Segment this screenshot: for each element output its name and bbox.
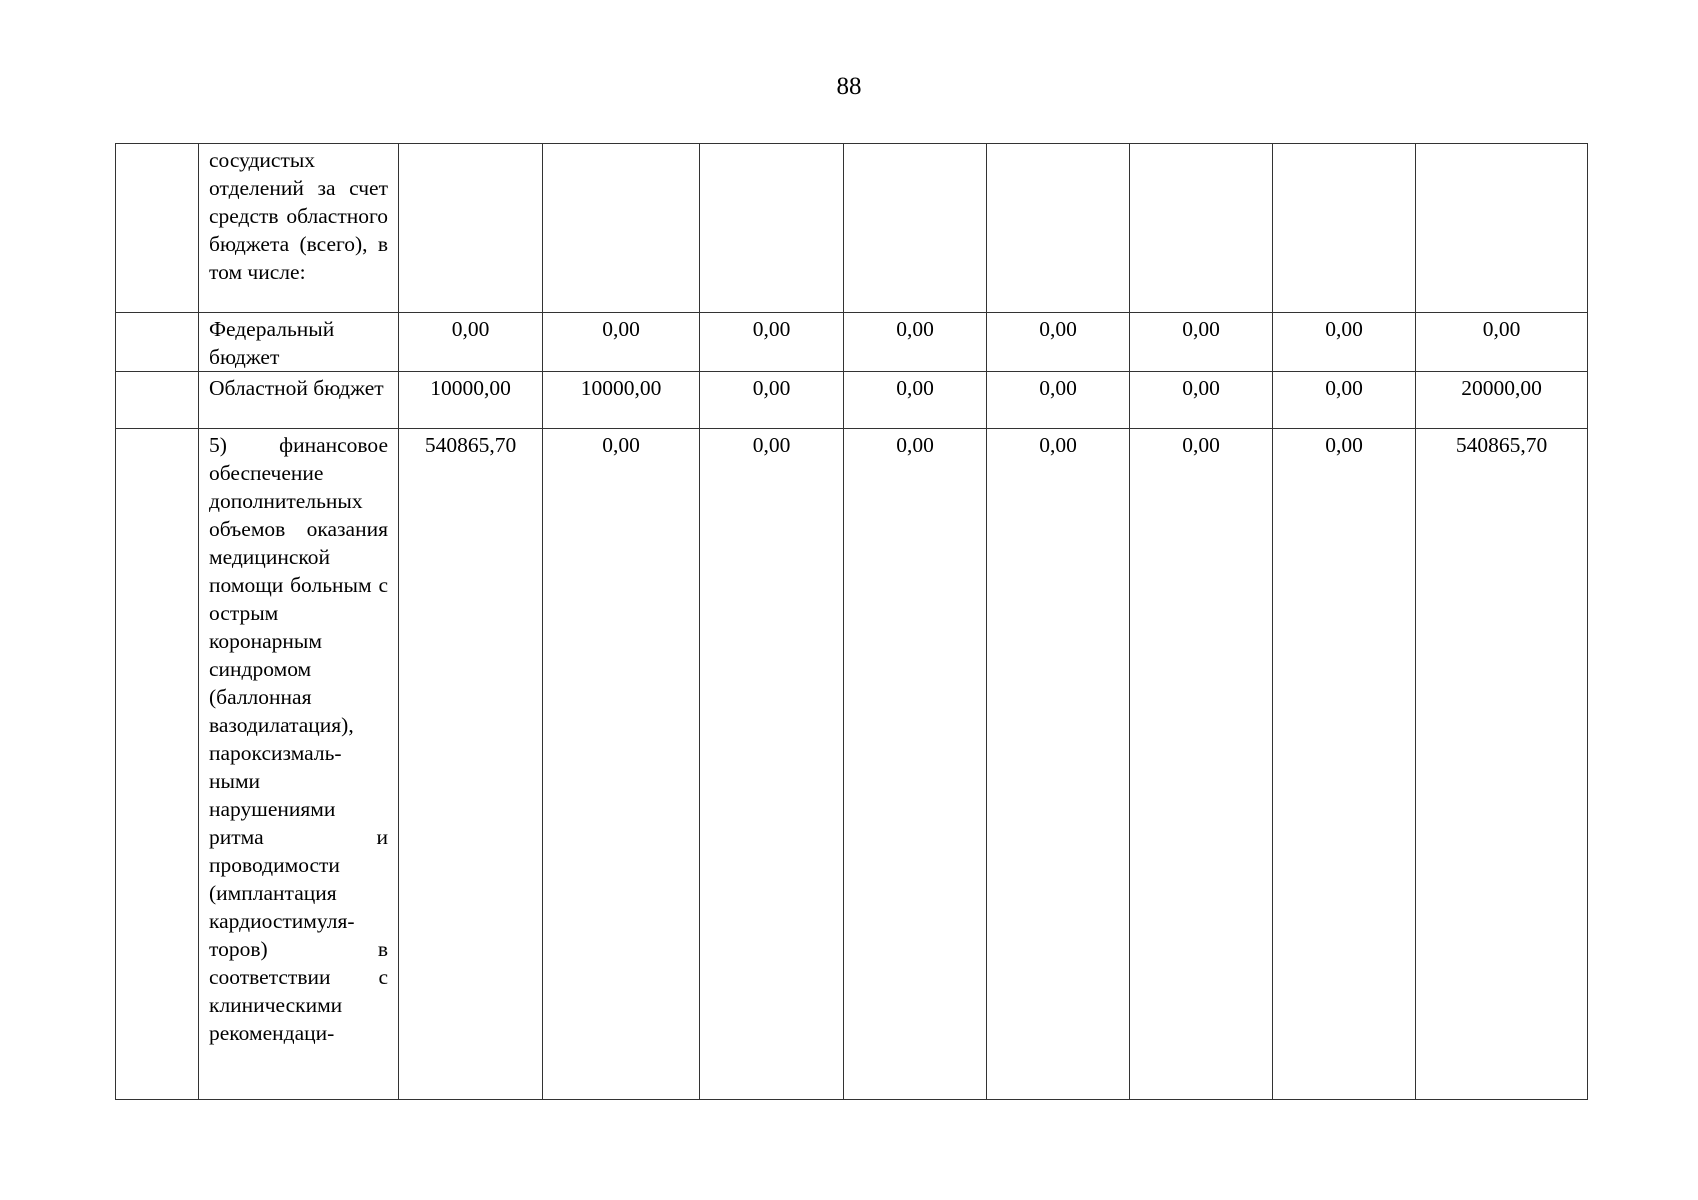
total-cell: 540865,70 — [1416, 429, 1588, 1100]
row-number-cell — [116, 372, 199, 429]
value-cell — [1130, 144, 1273, 313]
table-row — [116, 144, 1588, 313]
value-cell — [543, 144, 700, 313]
value-cell: 0,00 — [1130, 372, 1273, 429]
total-cell — [1416, 144, 1588, 313]
row-number-cell — [116, 313, 199, 372]
table-row — [116, 429, 1588, 1100]
value-cell: 0,00 — [700, 313, 844, 372]
row-number-cell — [116, 429, 199, 1100]
value-cell: 0,00 — [987, 429, 1130, 1100]
value-cell — [987, 144, 1130, 313]
row-name-cell: Областной бюджет — [199, 372, 399, 429]
value-cell: 0,00 — [543, 429, 700, 1100]
total-cell: 0,00 — [1416, 313, 1588, 372]
value-cell: 0,00 — [1273, 372, 1416, 429]
value-cell: 0,00 — [844, 313, 987, 372]
value-cell: 0,00 — [987, 313, 1130, 372]
row-name-cell: 5) финансовое обеспечение дополнительных объемов оказания медицинской помощи больным с острым коронарным синдромом (баллонная вазодилатация), пароксизмаль-ными нарушениями ритма и проводимости (имплантация кардиостимуля-торов) в соответствии с клиническими рекомендаци- — [199, 429, 399, 1100]
value-cell: 10000,00 — [543, 372, 700, 429]
value-cell: 0,00 — [543, 313, 700, 372]
value-cell: 0,00 — [700, 429, 844, 1100]
value-cell: 0,00 — [1130, 313, 1273, 372]
value-cell — [844, 144, 987, 313]
row-number-cell — [116, 144, 199, 313]
table-row — [116, 372, 1588, 429]
value-cell: 0,00 — [987, 372, 1130, 429]
value-cell — [399, 144, 543, 313]
value-cell — [700, 144, 844, 313]
row-name-cell: сосудистых отделений за счет средств областного бюджета (всего), в том числе: — [199, 144, 399, 313]
budget-table — [115, 143, 1588, 1100]
value-cell: 0,00 — [399, 313, 543, 372]
table-row — [116, 313, 1588, 372]
value-cell: 0,00 — [1130, 429, 1273, 1100]
value-cell: 10000,00 — [399, 372, 543, 429]
value-cell: 0,00 — [1273, 313, 1416, 372]
page-number: 88 — [836, 73, 862, 100]
value-cell: 0,00 — [700, 372, 844, 429]
row-name-cell: Федеральный бюджет — [199, 313, 399, 372]
value-cell — [1273, 144, 1416, 313]
value-cell: 540865,70 — [399, 429, 543, 1100]
value-cell: 0,00 — [1273, 429, 1416, 1100]
total-cell: 20000,00 — [1416, 372, 1588, 429]
value-cell: 0,00 — [844, 429, 987, 1100]
value-cell: 0,00 — [844, 372, 987, 429]
